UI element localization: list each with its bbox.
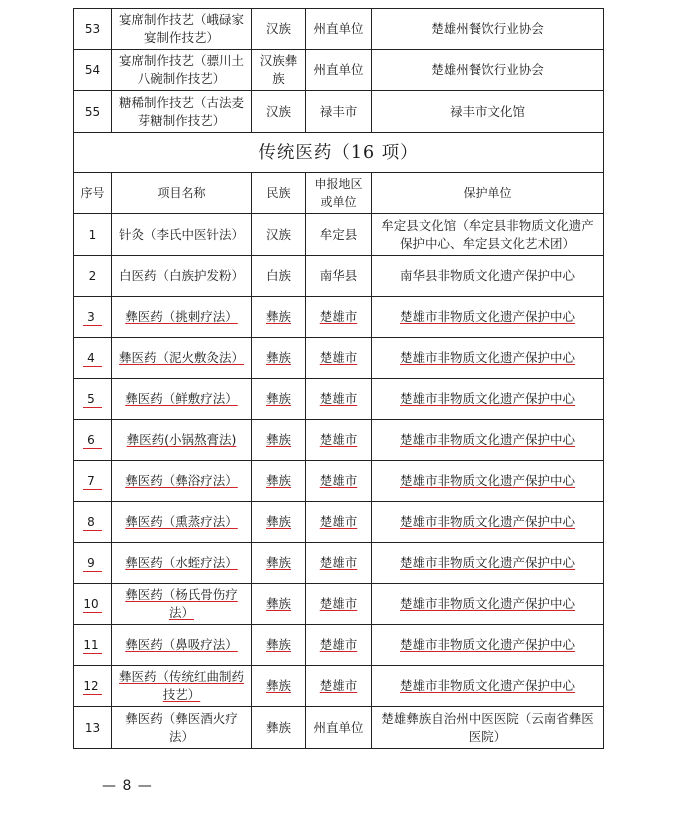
section-row: [74, 133, 604, 173]
ethnic-group: 彝族: [265, 391, 291, 406]
table-row: [74, 625, 604, 666]
region: 楚雄市: [319, 596, 358, 611]
table-row: [74, 502, 604, 543]
region: 楚雄市: [319, 391, 358, 406]
table-row: [74, 50, 604, 91]
row-number: 12: [83, 679, 102, 695]
region: 州直单位: [306, 707, 372, 749]
region: 楚雄市: [319, 678, 358, 693]
protection-unit: 楚雄市非物质文化遗产保护中心: [399, 555, 575, 570]
project-name: 彝医药（泥火敷灸法）: [118, 350, 244, 365]
project-name: 糖稀制作技艺（古法麦芽糖制作技艺）: [112, 91, 252, 133]
ethnic-group: 彝族: [265, 309, 291, 324]
protection-unit: 楚雄州餐饮行业协会: [372, 9, 604, 50]
ethnic-group: 彝族: [265, 350, 291, 365]
project-name: 彝医药（杨氏骨伤疗法）: [125, 587, 238, 620]
header-row: [74, 173, 604, 214]
ethnic-group: 汉族: [252, 214, 306, 256]
table-row: [74, 91, 604, 133]
protection-unit: 楚雄市非物质文化遗产保护中心: [399, 350, 575, 365]
region: 楚雄市: [319, 309, 358, 324]
row-number: 6: [83, 433, 102, 449]
ethnic-group: 彝族: [265, 473, 291, 488]
table-row: [74, 297, 604, 338]
table-row: [74, 9, 604, 50]
region: 楚雄市: [319, 637, 358, 652]
row-number: 2: [74, 256, 112, 297]
ethnic-group: 彝族: [265, 555, 291, 570]
row-number: 3: [83, 310, 102, 326]
region: 州直单位: [306, 50, 372, 91]
row-number: 54: [74, 50, 112, 91]
table-row: [74, 707, 604, 749]
project-name: 彝医药（彝浴疗法）: [125, 473, 238, 488]
region: 南华县: [306, 256, 372, 297]
header-ethnic: 民族: [252, 173, 306, 214]
header-no: 序号: [74, 173, 112, 214]
region: 楚雄市: [319, 473, 358, 488]
project-name: 彝医药（挑刺疗法）: [125, 309, 238, 324]
region: 楚雄市: [319, 350, 358, 365]
header-org: 保护单位: [372, 173, 604, 214]
table-row: [74, 420, 604, 461]
project-name: 白医药（白族护发粉）: [112, 256, 252, 297]
row-number: 5: [83, 392, 102, 408]
project-name: 针灸（李氏中医针法）: [112, 214, 252, 256]
protection-unit: 楚雄市非物质文化遗产保护中心: [399, 309, 575, 324]
row-number: 7: [83, 474, 102, 490]
ethnic-group: 彝族: [265, 637, 291, 652]
row-number: 1: [74, 214, 112, 256]
table-row: [74, 379, 604, 420]
protection-unit: 楚雄彝族自治州中医医院（云南省彝医医院）: [372, 707, 604, 749]
protection-unit: 楚雄市非物质文化遗产保护中心: [399, 514, 575, 529]
protection-unit: 楚雄市非物质文化遗产保护中心: [399, 391, 575, 406]
project-name: 彝医药（鲜敷疗法）: [125, 391, 238, 406]
project-name: 彝医药（传统红曲制药技艺）: [118, 669, 244, 702]
ethnic-group: 汉族彝族: [252, 50, 306, 91]
region: 牟定县: [306, 214, 372, 256]
protection-unit: 楚雄市非物质文化遗产保护中心: [399, 596, 575, 611]
row-number: 9: [83, 556, 102, 572]
table-row: [74, 543, 604, 584]
protection-unit: 南华县非物质文化遗产保护中心: [372, 256, 604, 297]
protection-unit: 楚雄市非物质文化遗产保护中心: [399, 432, 575, 447]
ethnic-group: 彝族: [265, 432, 291, 447]
region: 禄丰市: [306, 91, 372, 133]
protection-unit: 楚雄市非物质文化遗产保护中心: [399, 678, 575, 693]
region: 楚雄市: [319, 432, 358, 447]
page-number: — 8 —: [102, 778, 153, 794]
region: 楚雄市: [319, 514, 358, 529]
row-number: 8: [83, 515, 102, 531]
table-row: [74, 256, 604, 297]
project-name: 彝医药（水蛭疗法）: [125, 555, 238, 570]
ethnic-group: 白族: [252, 256, 306, 297]
project-name: 宴席制作技艺（骠川土八碗制作技艺）: [112, 50, 252, 91]
table-row: [74, 666, 604, 707]
row-number: 10: [83, 597, 102, 613]
table-row: [74, 584, 604, 625]
heritage-table: [73, 8, 604, 749]
region: 州直单位: [306, 9, 372, 50]
project-name: 宴席制作技艺（峨碌家宴制作技艺）: [112, 9, 252, 50]
table-row: [74, 461, 604, 502]
ethnic-group: 汉族: [252, 91, 306, 133]
header-region: 申报地区或单位: [306, 173, 372, 214]
project-name: 彝医药(小锅熬膏法): [126, 432, 237, 447]
ethnic-group: 彝族: [252, 707, 306, 749]
protection-unit: 楚雄市非物质文化遗产保护中心: [399, 637, 575, 652]
ethnic-group: 彝族: [265, 678, 291, 693]
protection-unit: 楚雄州餐饮行业协会: [372, 50, 604, 91]
row-number: 55: [74, 91, 112, 133]
project-name: 彝医药（鼻吸疗法）: [125, 637, 238, 652]
row-number: 53: [74, 9, 112, 50]
region: 楚雄市: [319, 555, 358, 570]
protection-unit: 禄丰市文化馆: [372, 91, 604, 133]
protection-unit: 楚雄市非物质文化遗产保护中心: [399, 473, 575, 488]
row-number: 11: [83, 638, 102, 654]
table-row: [74, 214, 604, 256]
row-number: 13: [74, 707, 112, 749]
ethnic-group: 汉族: [252, 9, 306, 50]
project-name: 彝医药（熏蒸疗法）: [125, 514, 238, 529]
row-number: 4: [83, 351, 102, 367]
header-name: 项目名称: [112, 173, 252, 214]
table-row: [74, 338, 604, 379]
protection-unit: 牟定县文化馆（牟定县非物质文化遗产保护中心、牟定县文化艺术团）: [372, 214, 604, 256]
ethnic-group: 彝族: [265, 596, 291, 611]
section-title: 传统医药（16 项）: [74, 133, 604, 173]
project-name: 彝医药（彝医酒火疗法）: [112, 707, 252, 749]
ethnic-group: 彝族: [265, 514, 291, 529]
